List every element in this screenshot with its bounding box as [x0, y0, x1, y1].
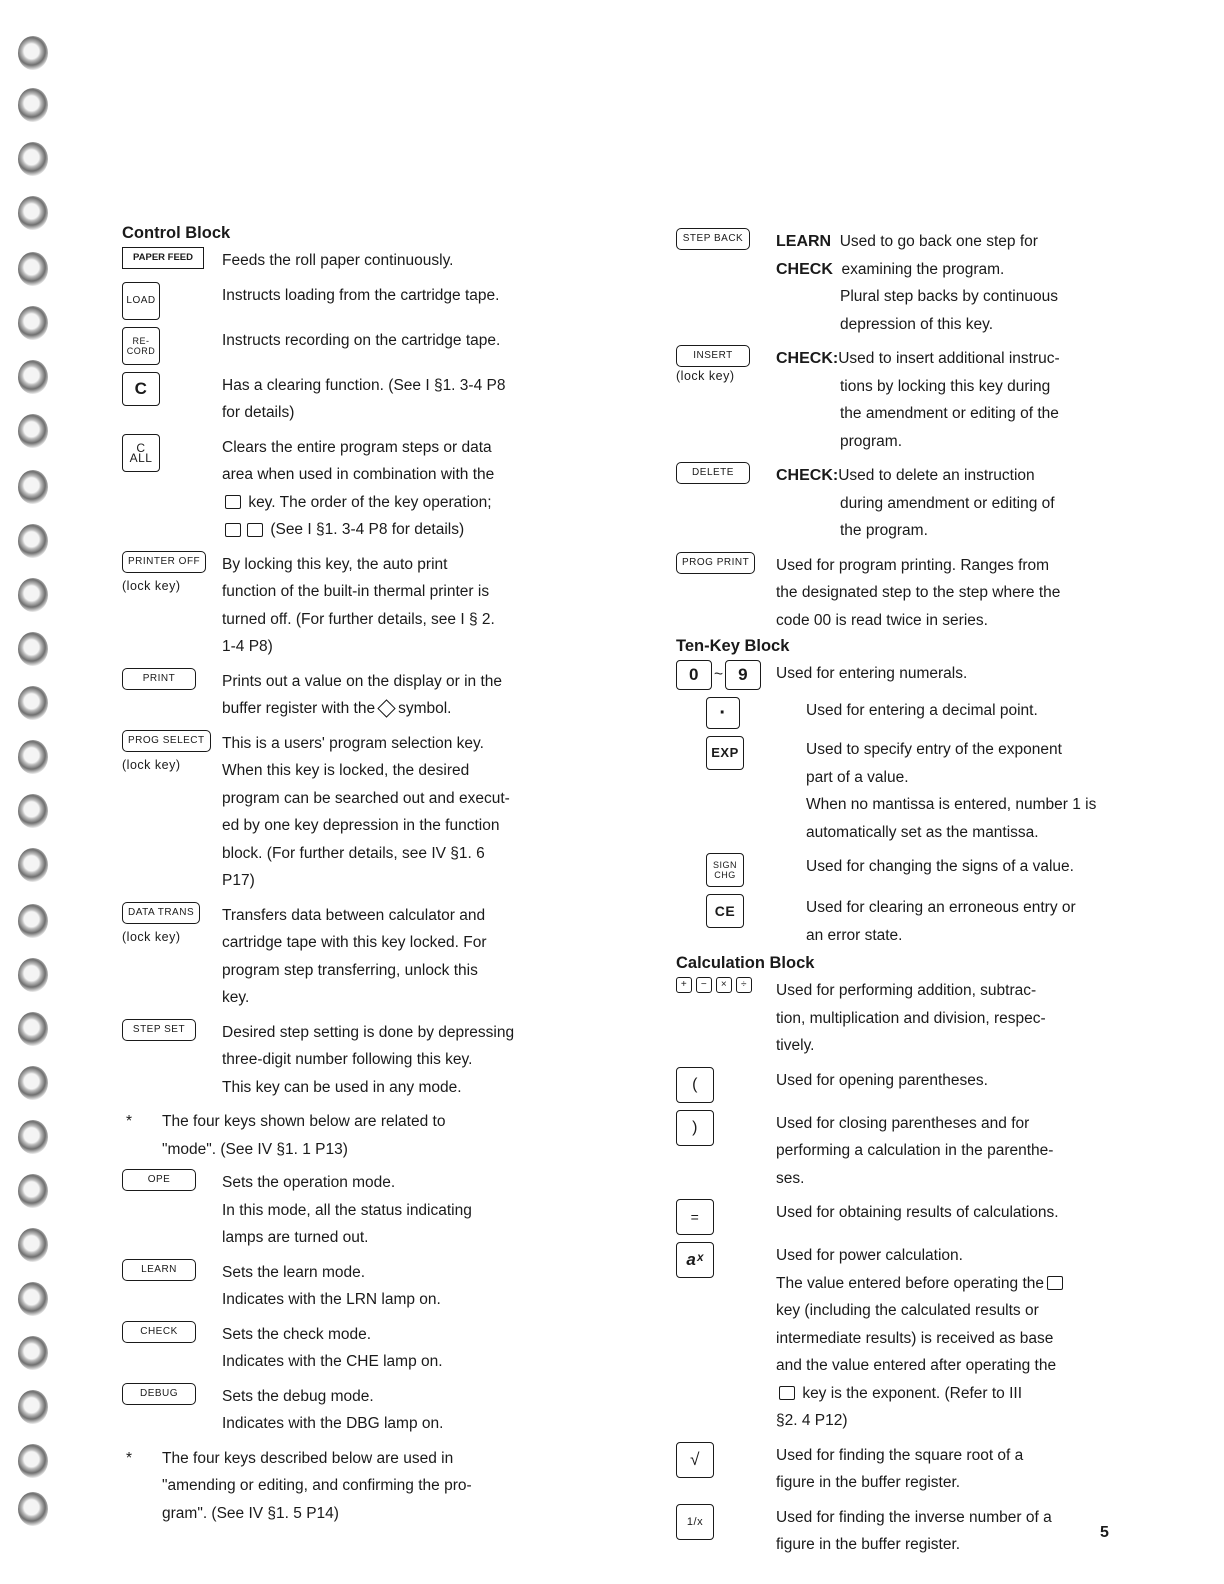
note-line: "amending or editing, and confirming the pro-: [162, 1477, 472, 1494]
prog-select-desc-line: This is a users' program selection key.: [222, 734, 484, 752]
binder-hole: [18, 1282, 48, 1316]
power-entry: [676, 1242, 1121, 1435]
binder-hole: [18, 1336, 48, 1370]
control-block-title: Control Block: [122, 224, 231, 242]
insert-desc-line: tions by locking this key during: [840, 377, 1051, 395]
note-star: *: [126, 1113, 133, 1130]
binder-hole: [18, 524, 48, 558]
insert-desc-line: Used to insert additional instruc-: [838, 350, 1060, 367]
arithmetic-entry: [676, 977, 1121, 1060]
power-desc-line: intermediate results) is received as base: [776, 1329, 1054, 1347]
prog-print-desc-line: code 00 is read twice in series.: [776, 611, 988, 629]
step-back-desc-line: depression of this key.: [840, 315, 994, 333]
prog-print-desc-line: Used for program printing. Ranges from: [776, 556, 1050, 574]
arith-desc-line: tion, multiplication and division, respec-: [776, 1009, 1046, 1027]
prog-select-desc-line: ed by one key depression in the function: [222, 817, 500, 834]
prog-select-entry: [122, 730, 570, 895]
printer-off-desc-line: 1-4 P8): [222, 638, 273, 655]
lock-key-label: (lock key): [122, 757, 181, 772]
power-key-icon: [1047, 1276, 1063, 1290]
c-key-icon: [225, 495, 241, 509]
binder-hole: [18, 958, 48, 992]
insert-entry: [676, 345, 1121, 455]
open-paren-entry: [676, 1067, 1121, 1103]
note-star: *: [126, 1449, 133, 1467]
binder-hole: [18, 1012, 48, 1046]
open-paren-key: (: [676, 1067, 714, 1103]
prog-print-desc-line: the designated step to the step where the: [776, 584, 1061, 601]
sign-change-entry: [676, 853, 1121, 887]
digit-0-key: 0: [676, 660, 712, 690]
ce-key: CE: [706, 894, 744, 928]
clear-entry-entry: [676, 894, 1121, 949]
delete-key: DELETE: [676, 462, 750, 484]
exp-desc-line: Used to specify entry of the exponent: [806, 741, 1062, 758]
plus-key: +: [676, 977, 692, 993]
right-column: [676, 228, 1121, 1566]
binder-hole: [18, 36, 48, 70]
power-desc-line: The value entered before operating the: [776, 1274, 1044, 1292]
inverse-desc-line: Used for finding the inverse number of a: [776, 1508, 1052, 1526]
decimal-point-key: ·: [706, 697, 740, 729]
exp-key: EXP: [706, 736, 744, 770]
ce-desc-line: Used for clearing an erroneous entry or: [806, 899, 1076, 916]
note-line: The four keys shown below are related to: [162, 1113, 446, 1130]
binder-hole: [18, 1174, 48, 1208]
printer-off-desc-line: By locking this key, the auto print: [222, 555, 448, 573]
ope-desc-line: In this mode, all the status indicating: [222, 1201, 472, 1219]
close-paren-entry: [676, 1110, 1121, 1193]
exp-desc-line: part of a value.: [806, 768, 909, 786]
lock-key-label: (lock key): [676, 369, 735, 383]
inverse-key: 1/x: [676, 1504, 714, 1540]
open-paren-desc: Used for opening parentheses.: [776, 1071, 988, 1089]
insert-desc-line: program.: [840, 432, 903, 450]
lock-key-label: (lock key): [122, 929, 181, 944]
inverse-entry: [676, 1504, 1121, 1559]
note-line: gram". (See IV §1. 5 P14): [162, 1504, 339, 1522]
binder-hole: [18, 1228, 48, 1262]
left-column: [122, 224, 570, 1533]
record-key: RE- CORD: [122, 327, 160, 365]
binder-hole: [18, 1444, 48, 1478]
sign-change-key: SIGN CHG: [706, 853, 744, 887]
learn-desc-line: Sets the learn mode.: [222, 1263, 366, 1281]
c-desc-line: Has a clearing function. (See I §1. 3-4 P8: [222, 376, 506, 394]
binder-hole: [18, 470, 48, 504]
delete-desc-line: Used to delete an instruction: [838, 467, 1035, 484]
sign-change-desc: Used for changing the signs of a value.: [806, 858, 1074, 875]
exp-desc-line: automatically set as the mantissa.: [806, 823, 1039, 841]
binder-hole: [18, 686, 48, 720]
load-desc: Instructs loading from the cartridge tape.: [222, 286, 500, 304]
power-desc-line: Used for power calculation.: [776, 1247, 963, 1264]
decimal-point-entry: [676, 697, 1121, 729]
binder-hole: [18, 794, 48, 828]
check-entry: [122, 1321, 570, 1376]
binder-hole: [18, 1066, 48, 1100]
ope-key: OPE: [122, 1169, 196, 1191]
step-back-desc-line: examining the program.: [841, 260, 1005, 278]
binder-hole: [18, 360, 48, 394]
range-tilde: ~: [714, 666, 724, 683]
note-line: The four keys described below are used in: [162, 1449, 454, 1467]
print-desc-line: buffer register with the: [222, 700, 376, 717]
minus-key: −: [696, 977, 712, 993]
step-back-desc-line: Used to go back one step for: [839, 233, 1038, 250]
binder-hole: [18, 88, 48, 122]
print-key: PRINT: [122, 668, 196, 690]
step-set-desc-line: This key can be used in any mode.: [222, 1078, 462, 1096]
power-desc-line: §2. 4 P12): [776, 1412, 848, 1429]
prog-select-desc-line: P17): [222, 872, 255, 889]
c-desc-line: for details): [222, 404, 295, 421]
amend-keys-note: [122, 1445, 570, 1528]
learn-desc-line: Indicates with the LRN lamp on.: [222, 1291, 441, 1308]
data-trans-key: DATA TRANS: [122, 902, 200, 924]
note-line: "mode". (See IV §1. 1 P13): [162, 1140, 348, 1158]
ten-key-block-title: Ten-Key Block: [676, 637, 790, 655]
arith-desc-line: Used for performing addition, subtrac-: [776, 982, 1037, 999]
c-key: C: [122, 372, 160, 406]
prog-print-entry: [676, 552, 1121, 635]
ope-desc-line: Sets the operation mode.: [222, 1174, 396, 1191]
digit-9-key: 9: [725, 660, 761, 690]
learn-entry: [122, 1259, 570, 1314]
calculation-block-title: Calculation Block: [676, 954, 815, 972]
binder-hole: [18, 740, 48, 774]
c-key-icon: [225, 523, 241, 537]
printer-off-key: PRINTER OFF: [122, 551, 206, 573]
record-entry: [122, 327, 570, 365]
print-desc-line: symbol.: [398, 700, 452, 717]
close-paren-desc-line: Used for closing parentheses and for: [776, 1114, 1030, 1132]
debug-entry: [122, 1383, 570, 1438]
delete-entry: [676, 462, 1121, 545]
mode-keys-note: [122, 1108, 570, 1163]
binder-hole: [18, 306, 48, 340]
data-trans-entry: [122, 902, 570, 1012]
exp-entry: [676, 736, 1121, 846]
sqrt-key: √: [676, 1442, 714, 1478]
debug-key: DEBUG: [122, 1383, 196, 1405]
inverse-desc-line: figure in the buffer register.: [776, 1536, 961, 1553]
binder-hole: [18, 1120, 48, 1154]
diamond-icon: [377, 700, 395, 718]
paper-feed-entry: [122, 247, 570, 275]
print-entry: [122, 668, 570, 723]
c-all-desc-line: key. The order of the key operation;: [248, 493, 492, 511]
sqrt-entry: [676, 1442, 1121, 1497]
binder-hole: [18, 196, 48, 230]
c-all-key: C ALL: [122, 434, 160, 472]
data-trans-desc-line: cartridge tape with this key locked. For: [222, 934, 487, 951]
binder-hole: [18, 142, 48, 176]
close-paren-desc-line: performing a calculation in the parenthe-: [776, 1142, 1054, 1159]
debug-desc-line: Sets the debug mode.: [222, 1387, 374, 1405]
divide-key: ÷: [736, 977, 752, 993]
close-paren-key: ): [676, 1110, 714, 1146]
power-key: aˣ: [676, 1242, 714, 1278]
power-key-icon: [779, 1386, 795, 1400]
step-back-entry: [676, 228, 1121, 338]
step-back-desc-line: Plural step backs by continuous: [840, 288, 1058, 305]
prog-print-key: PROG PRINT: [676, 552, 755, 574]
mode-name: CHECK:: [776, 350, 839, 367]
load-entry: [122, 282, 570, 320]
binder-hole: [18, 578, 48, 612]
close-paren-desc-line: ses.: [776, 1169, 805, 1187]
digits-entry: [676, 660, 1121, 690]
record-desc: Instructs recording on the cartridge tape.: [222, 331, 501, 349]
lock-key-label: (lock key): [122, 578, 181, 593]
print-desc-line: Prints out a value on the display or in the: [222, 672, 503, 690]
mode-name: CHECK: [776, 260, 833, 278]
decimal-point-desc: Used for entering a decimal point.: [806, 702, 1038, 719]
step-set-desc-line: three-digit number following this key.: [222, 1051, 473, 1068]
insert-key: INSERT: [676, 345, 750, 367]
sqrt-desc-line: Used for finding the square root of a: [776, 1446, 1024, 1464]
paper-feed-desc: Feeds the roll paper continuously.: [222, 252, 454, 269]
mode-name: LEARN: [776, 233, 832, 250]
exp-desc-line: When no mantissa is entered, number 1 is: [806, 796, 1097, 813]
ope-desc-line: lamps are turned out.: [222, 1229, 369, 1246]
check-key: CHECK: [122, 1321, 196, 1343]
check-desc-line: Sets the check mode.: [222, 1325, 372, 1343]
binder-hole: [18, 632, 48, 666]
printer-off-entry: [122, 551, 570, 661]
prog-select-desc-line: When this key is locked, the desired: [222, 762, 470, 779]
printer-off-desc-line: function of the built-in thermal printer is: [222, 583, 490, 600]
delete-desc-line: the program.: [840, 522, 928, 539]
power-desc-line: and the value entered after operating the: [776, 1357, 1057, 1374]
ce-desc-line: an error state.: [806, 926, 903, 944]
learn-key: LEARN: [122, 1259, 196, 1281]
power-desc-line: key is the exponent. (Refer to III: [802, 1384, 1023, 1402]
clear-all-entry: [122, 434, 570, 544]
prog-select-desc-line: block. (For further details, see IV §1. 6: [222, 844, 485, 862]
page-number: 5: [1100, 1524, 1109, 1541]
step-back-key: STEP BACK: [676, 228, 750, 250]
equals-key: =: [676, 1199, 714, 1235]
insert-desc-line: the amendment or editing of the: [840, 405, 1059, 422]
data-trans-desc-line: Transfers data between calculator and: [222, 906, 486, 924]
step-set-key: STEP SET: [122, 1019, 196, 1041]
check-desc-line: Indicates with the CHE lamp on.: [222, 1353, 443, 1370]
data-trans-desc-line: key.: [222, 989, 250, 1006]
digits-desc: Used for entering numerals.: [776, 665, 968, 682]
binder-hole: [18, 1492, 48, 1526]
binder-hole: [18, 414, 48, 448]
prog-select-desc-line: program can be searched out and execut-: [222, 789, 510, 807]
load-key: LOAD: [122, 282, 160, 320]
debug-desc-line: Indicates with the DBG lamp on.: [222, 1415, 444, 1432]
sqrt-desc-line: figure in the buffer register.: [776, 1474, 961, 1491]
binder-hole: [18, 904, 48, 938]
binder-hole: [18, 1390, 48, 1424]
prog-select-key: PROG SELECT: [122, 730, 211, 752]
equals-entry: [676, 1199, 1121, 1235]
c-all-desc-line: Clears the entire program steps or data: [222, 438, 492, 456]
data-trans-desc-line: program step transferring, unlock this: [222, 961, 478, 979]
binder-hole: [18, 252, 48, 286]
power-desc-line: key (including the calculated results or: [776, 1302, 1039, 1319]
equals-desc: Used for obtaining results of calculations.: [776, 1204, 1059, 1221]
step-set-desc-line: Desired step setting is done by depressing: [222, 1023, 515, 1041]
step-set-entry: [122, 1019, 570, 1102]
paper-feed-key: PAPER FEED: [122, 247, 204, 269]
c-all-desc-line: area when used in combination with the: [222, 466, 495, 483]
c-all-key-icon: [247, 523, 263, 537]
c-all-desc-line: (See I §1. 3-4 P8 for details): [270, 521, 465, 538]
printer-off-desc-line: turned off. (For further details, see I § 2.: [222, 610, 495, 628]
mode-name: CHECK:: [776, 467, 839, 484]
ope-entry: [122, 1169, 570, 1252]
arith-desc-line: tively.: [776, 1037, 815, 1054]
binder-hole: [18, 848, 48, 882]
delete-desc-line: during amendment or editing of: [840, 494, 1055, 512]
clear-entry: [122, 372, 570, 427]
multiply-key: ×: [716, 977, 732, 993]
